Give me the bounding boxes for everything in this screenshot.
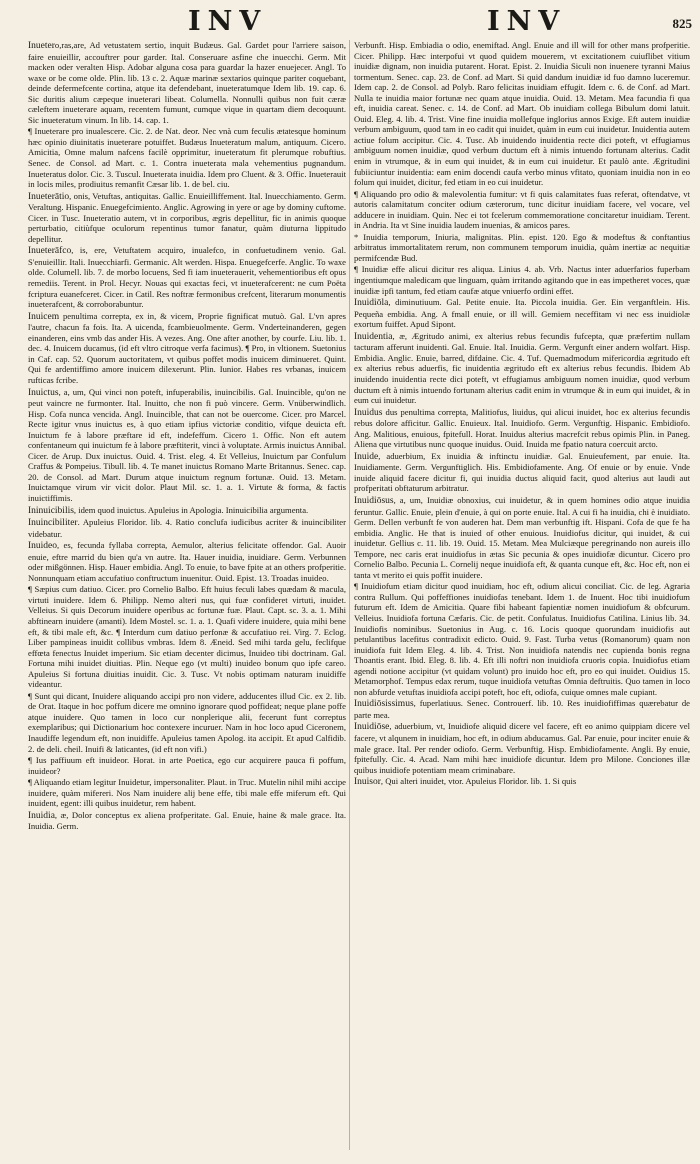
entry-text: ¶ Inuidiæ effe alicui dicitur res aliqua. Linius 4. ab. Vrb. Nactus inter aduerfarios fuperbam ingentiumque maledicam que linguam, quàm irritando agitando que in eas impetheret voces, quæ inuidiæ ipfi tantum, fed etiam caufæ atque vniuerfo ordini effet. <box>354 264 690 296</box>
entry-headword: Inueter <box>28 41 55 51</box>
entry-headword: Inuidiōsus <box>354 495 394 506</box>
dictionary-entry <box>354 232 690 264</box>
page-number: 825 <box>672 16 692 31</box>
entry-text: , onis, Vetuftas, antiquitas. Gallic. Enuieilliffement. Ital. Inuecchiamento. Germ. Veraltung. Hispanic. Enuegefcimiento. Anglic. Agrowing in yere or age by dominy cuftome. Cicer. in Tusc. Inueteratio autem, vt in corporibus, ægris depellitur, fic in animis quoque perturbatio, citiùfque oculorum repentinus tumor fanatur, quàm diuturna lippitudo depellitur. <box>28 190 346 244</box>
entry-text: . Apuleius Floridor. lib. 4. Ratio conclufa iudicibus acriter & inuincibiliter videbatur. <box>28 517 346 539</box>
dictionary-entry <box>354 581 690 697</box>
entry-headword: Inuidiōse <box>354 722 390 733</box>
entry-headword: Inuictus <box>28 387 59 398</box>
entry-text: , es, fecunda fyllaba correpta, Aemulor, alterius felicitate offendor. Gal. Auoir enuie, eftre marrid du bien qu'a vn autre. Ita. Hauer inuidia, inuidiare. Germ. Verbunnen oder mißgönnen. Hisp. Hauer embidia. Angl. To enuie, to bave fpite at an others profperitie. Nonnunquam etiam accufatiuo conftructum inuenitur. Ouid. Epist. 13. Troadas inuideo. <box>28 540 346 583</box>
entry-text: * Inuidia temporum, Iniuria, malignitas. Plin. epist. 120. Ego & modeftus & conftantius arbitratus immortalitatem rerum, non communem temporum inuidia, quàm inertiæ ac nequitiæ permifcendæ Bud. <box>354 231 690 263</box>
dictionary-entry <box>28 191 346 245</box>
dictionary-entry <box>354 721 690 775</box>
dictionary-entry <box>28 540 346 583</box>
entry-headword: Inuidiōsissimus <box>354 699 414 710</box>
entry-headword: Inueterātio <box>28 191 70 202</box>
entry-text: ¶ Ius paffiuum eft inuideor. Horat. in arte Poetica, ego cur acquirere pauca fi poffum, inuideor? <box>28 755 346 776</box>
entry-text: ¶ Sunt qui dicant, Inuidere aliquando accipi pro non videre, adducentes illud Cic. ex 2. lib. de Orat. Itaque in hoc poffum dicere me omnino ignorare quod poffideat; neque plane poffe atque inuidere. Quo tamen in loco cur nonplerique alii, fecerunt funt correptus exemplaribus; qui Dictionarium hoc contexere incuruer. Nam in hoc loco apud Ciceronem, Inaudiffe legendum eft, non inuidiffe. Apuleius tamen Apolog. ita accipit. Et apud Calfidib. 2. de deli. cheil. Inuifi & laticantes, (id eft non vifi.) <box>28 690 346 754</box>
running-header <box>0 4 700 38</box>
header-right-word: INV <box>487 6 567 37</box>
entry-text: , æ, Dolor conceptus ex aliena profperitate. Gal. Enuie, haine & male grace. Ita. Inuidia. Germ. <box>28 809 346 832</box>
entry-headword: Inuicem <box>28 311 60 322</box>
dictionary-entry <box>28 505 346 517</box>
dictionary-entry <box>28 777 346 809</box>
entry-headword: Inuisor <box>354 777 381 788</box>
entry-text: , aduerbium, Ex inuidia & inftinctu inuidiæ. Gal. Enuieufement, par enuie. Ita. Inuidiamente. Germ. Vergunftiglich. His. Embidiofamente. Ang. Of enuie or by enuie. Vnde inuide aliquid facere dicitur fi, qui inuidia ductus aliquid facit, quod alterius aut laudi aut profperitati obftaturum arbitratur. <box>354 450 690 494</box>
dictionary-entry <box>354 189 690 231</box>
entry-text: , aduerbium, vt, Inuidiofe aliquid dicere vel facere, eft eo animo quippiam dicere vel facere, vt alqunem in inuidiam, hoc eft, in odium abducamus. Gal. Par enuie, pour inciter enuie & male grace. Ital. Per render odiofo. Germ. Verbunftig. Hisp. Embidiofamente. Angli. By enuie, fpitefully. Cic. 4. Acad. Nam mihi hæc inuidiofe dicuntur. Idem pro Milone. Conciones illæ quibus inuidiofe potentiam meam criminabare. <box>354 721 690 775</box>
entry-text: ¶ Sæpius cum datiuo. Cicer. pro Cornelio Balbo. Eft huius feculi labes quædam & macula, virtuti inuidere. Idem 6. Philipp. Nemo alteri nus, qui fuæ confideret virtuti, inuidet. Velleius. Si quis Decorum inuidere operibus ac fortunæ fuæ. Plaut. Capt. sc. 3. a. 1. Mihi abftinearn inuidere (amanti). Idem Mostel. sc. 1. a. 1. Quafi videre inuidere, quia mihi bene eft, & tibi male eft, &c. ¶ Interdum cum datiuo perfonæ & accufatiuo rei. Virg. 7. Eclog. Liber pampineas inuidit collibus vmbras. Idem 8. Æneid. Sed mihi tarda gelu, feclifque effœta fenectus Inuidet imperium. Sic etiam decenter dicimus, Inuideo tibi doctrinam. Gal. Fortuna mihi inuidet diuitias. Plin. Neque ego (vt multi) inuideo bonum quo ipfe careo. Apuleius Si fortuna diuitias inuidit. Cic. 3. Tusc. Vt nobis optimam naturam inuidiffe videantur. <box>28 584 346 690</box>
dictionary-entry <box>28 810 346 832</box>
entry-headword: Inuidentia <box>354 331 393 342</box>
entry-text: , Qui alteri inuidet, vtor. Apuleius Floridor. lib. 1. Si quis <box>380 776 577 787</box>
left-column <box>28 40 346 1158</box>
dictionary-entry <box>354 40 690 188</box>
entry-text: ¶ Aliquando pro odio & malevolentia fumitur: vt fi quis calamitates fuas referat, oftendatve, vt autoris calamitatum conciter odium cæterorum, tunc dicitur inuidiam facere, vel vocare, vel adducere in inuidiam. Quin. Nec ei tot fcelerum commemoratione concitaretur inuidiam. Terent. in Andria. Ita vt Sine inuidia laudem inuenias, & amicos pares. <box>354 188 690 231</box>
dictionary-entry <box>354 297 690 330</box>
entry-headword: Inuidus <box>354 407 383 418</box>
dictionary-entry <box>354 776 690 788</box>
entry-text: ¶ Inueterare pro inualescere. Cic. 2. de Nat. deor. Nec vnà cum feculis ætatesque hominum hæc opinio diuinitatis inueterare potuiffet. Budæus Inueteratum malum, antiquum. Cicero. Amicitia, Omne malum nafcens facilè opprimitur, inueteratum fit plerumque robuftius. Senec. de Consol. ad Mart. c. 1. Contra inueterata mala vehementius pugnandum. Inueteratus dolor. Cic. 3. Tuscul. Inueterata inuidia. Idem pro Cluent. & 3. Offic. Inueterauit in locis miles, prodiuitus remanfit Cæsar lib. 1. de bel. ciu. <box>28 126 346 190</box>
entry-text: Verbunft. Hisp. Embiadia o odio, enemiftad. Angl. Enuie and ill will for other mans profperitie. Cicer. Philipp. Hæc interpofui vt quod quidem mouerem, vt excitationem cuiuflibet vitium inuidiæ dignam, non inuidia putarent. Horat. Epist. 2. Inuidia Siculi non inuenere tyranni Maius tormentum. Senec. cap. 23. de Conf. ad Mart. Si quid dandum inuidiæ id fuo damno luceremur. Idem cap. 2. de Consol. ad Polyb. Raro felicitas inuidiam effugit. Idem c. 6. de Conf. ad Mart. Nulla te inuidia maior fortunæ nec quam atque inuidia. Ouid. 13. Metam. Mea facundia fi qua eft, inuidia careat. Senec. c. 14. de Conf. ad Mart. Ob inuidiam collega Bibulum domi latuit. Ouid. Eleg. 4. lib. 4. Trist. Vine fine inuidia mollefque inglorius annos Exige. Eft autem inuidiæ verbum ambiguum, quod tam in eo cadit qui inuidet, quàm in eum cui inuidetur. Inuidentia autem actiue folum accipitur. Cic. 4. Tusc. Ab inuidendo inuidentia recte dici poteft, vt effugiamus ambiguum nomen inuidiæ, quod verbum ductum eft à nimis intuendo fortunam alterius. Cadit enim in vtrumque, & in eum qui inuidet, & in eum cui inuidetur. Et paulò ante. Ægritudini fubiiciuntur inuidentia: eam enim docendi caufa verbo minus vfitato, quoniam inuidia non in eo folum qui inuidet, dicitur, fed etiam in eo cui inuidetur. <box>354 40 690 188</box>
dictionary-entry <box>28 517 346 539</box>
entry-text: dus penultima correpta, Malitiofus, liuidus, qui alicui inuidet, hoc ex alterius fecundis rebus dolore afficitur. Gallic. Enuieux. Ital. Inuidiofo. Germ. Vergunftig. Hispanic. Embidiofo. Ang. Malitious, enuious, fpitefull. Horat. Inuidus alterius macrefcit rebus opimis Plin. in Paneg. Aliena que virtutibus nunc quoque inuidus. Ouid. Inuida me fpatio natura coercuit arcto. <box>354 406 690 450</box>
dictionary-entry <box>28 691 346 754</box>
dictionary-entry <box>354 698 690 720</box>
dictionary-entry <box>28 584 346 689</box>
header-left-word: INV <box>188 6 268 37</box>
entry-text: ¶ Inuidiofum etiam dicitur quod inuidiam, hoc eft, odium alicui conciliat. Cic. de leg. Agraria contra Rullum. Qui poffeffiones inuidiofas tenebant. Idem 1. de Inuent. Hoc tibi inuidiofum futurum eft. Idem de Amicitia. Quare fibi habeant fapientiæ nomen inuidiofum & obfcurum. Velleius. Inuidiofa fortuna Cæfaris. Cic. de petit. Confulatus. Inuidiofus Catilina. Linius lib. 34. Inuidiofis nominibus. Suetonius in Aug. c. 16. Locis quoque quorundam inuidiofis aut petulantibus lacefitus contradixit edicto. Ouid. 9. Fast. Turba vetus (Romanorum) quam non inuidiofa fuit Idem Eleg. 4. lib. 4. Trist. Non inuidiofa natendis nec cupienda bonis regna Thoantis erant. Ibid. Eleg. 8. lib. 4. Eft illi noftri non inuidiofa cruoris copia. Inuidiofus etiam agendi notione accipitur (vt quidam volunt) pro inuido hoc eft, pro eo qui inuidet. Ouidius 15. Metamorphof. Tempus edax rerum, tuque inuidiofa vetuftas Omnia deftruitis. Quo tamen in loco non abfurde vetuftas inuidiofa accipi poteft, hoc eft, odiofa, cuique omnes male cupiant. <box>354 581 690 697</box>
dictionary-entry <box>28 245 346 309</box>
entry-headword: Inuideo <box>28 541 58 552</box>
entry-text: o,ras,are, Ad vetustatem sertio, inquit Budæus. Gal. Gardet pour l'arriere saison, faire enuieillir, accouftrer pour garder. Ital. Conseruare asfine che inuecchi. Germ. Mit macken oder veralten Hisp. Adobar alguna cosa para guardar la hazer enuejecer. Angl. To waxe or be come olde. Plin. lib. 13 c. 2. Aquæ marinæ sextarios quinque pariter coquebant, deinde defermefcente cortina, atque ita defendebant, inueteratumque Idem lib. 19. cap. 6. Sic duritis alium cæpeque inueterari libeat. Columella. Nonnulli quibus non fuit cæræ cæleftem inueterare aquam, recentem fumunt, cumque vique in quartam diem decoquunt. Sic inueteratum vinum. In lib. 14. cap. 1. <box>28 40 346 125</box>
entry-text: , is, ere, Vetuftatem acquiro, inualefco, in confuetudinem venio. Gal. S'enuieillir. Itali. Inuecchiarfi. Germanic. Alt werden. Hispa. Enuegefcerfe. Anglic. To waxe olde. Columell. lib. 7. de morbo locuens, Sed fi iam inueterauerit, vehementioribus eft opus remediis. Terent. in Prol. Hecyr. Nouas qui exactas feci, vt inueterafcerent: ne cum Poëta fcriptura euanefceret. Cicer. in Catil. Res noftræ fermonibus crefcent, literarum monumentis inueterafcent, & corroborabuntur. <box>28 245 346 310</box>
entry-headword: Inuidia <box>28 810 55 821</box>
entry-headword: Inuincibiliter <box>28 518 78 529</box>
entry-text: , æ, Ægritudo animi, ex alterius rebus fecundis fufcepta, quæ præfertim nullam tacturam afferunt inuidenti. Gal. Enuie. Ital. Inuidia. Germ. Vergunft einer andern wolfart. Hisp. Embidia. Anglic. Enuie, barred, difdaine. Cic. 4. Tuf. Quemadmodum mifericordia ægritudo eft ex alterius rebus aduerfis, fic inuidentia ægritudo eft ex alterius rebus fecundis. Ibidem Ab inuidendo inuidentia recte dici poteft, vt effugiamus ambiguum nomen inuidiæ, quod verbum ductum eft à nimis intuendo fortunam alterius cadit enim in vtrumque & in eum qui inuidet, & in eum cui inuidetur. <box>354 330 690 406</box>
entry-text: , fuperlatiuus. Senec. Controuerf. lib. 10. Res inuidiofiffimas quærebatur de parte mea. <box>354 698 690 720</box>
dictionary-entry <box>354 331 690 406</box>
entry-text: , idem quod inuictus. Apuleius in Apologia. Ininuicibilia argumenta. <box>73 504 309 515</box>
dictionary-entry <box>28 126 346 189</box>
entry-text: ¶ Aliquando etiam legitur Inuidetur, impersonaliter. Plaut. in Truc. Mutelin nihil mihi accipe inuidere, quàm mifereri. Nos Nam inuidere alij bene effe, tibi male effe miferum eft. Qui inuident, egent: illi quibus inuidetur, rem habent. <box>28 777 346 809</box>
entry-headword: Inuidiōla <box>354 298 389 309</box>
entry-text: penultima correpta, ex in, & vicem, Proprie fignificat mutuò. Gal. L'vn apres l'autre, chacun fa fois. Ita. A uicenda, fcambieuolmente. Germ. Vnderteinanderen, gegen einanderen, eins vmb das ander His. A vezes. Ang. One after another, by courfe. Liu. lib. 1. dec. 4. Inuicem ducamus, (id eft vltro citroque verfa facimus). ¶ Pro, in vltionem. Suetonius in Caf. cap. 52. Quorum auctoritatem, vt quibus poffet modis inuicem diminueret. Quint. Qui fe ardentiffimo amore inuicem dilexerunt. Plin. Iunior. Habes res vrbanas, inuicem rufticas fcribe. <box>28 310 346 385</box>
column-divider <box>349 40 350 1150</box>
dictionary-entry <box>28 755 346 776</box>
entry-text: , a, um, Qui vinci non poteft, infuperabilis, inuincibilis. Gal. Inuincible, qu'on ne peut vaincre ne furmonter. Ital. Inuitto, che non fi può vincere. Germ. Vnüberwindlich. Hisp. Cofa nunca vencida. Angl. Inuincible, that can not be ouercome. Cicer. pro Marcel. Recte igitur vnus inuictus es, à quo etiam ipfius victoriæ conditio, vifque deuicta eft. Inuictum fe à labore præftare id eft, indefeffum. Cicero 1. Offic. Non eft autem confentaneum qui inuictum fe à labore præftiterit, vinci à voluptate. Armis inuictus Annibal. Cicer. de Arup. Dux inuictus. Ouid. 4. Trist. eleg. 4. Et Velleius, Inuictum par Confulum Craffus & Pompeius. Tibull. lib. 4. Te manet inuictus Romano Marte Britannus. Senec. cap. 20. de Consol. ad Mart. Durum atque inuictum regnum fortunæ. Ouid. 13. Metam. Inuictamque virum vir vicit dolor. Plaut Mil. sc. 1. a. 1. Virtute & forma, & factis inuictiffimis. <box>28 386 346 503</box>
dictionary-entry <box>354 407 690 450</box>
entry-headword: Inuide <box>354 451 379 462</box>
entry-text: , a, um, Inuidiæ obnoxius, cui inuidetur, & in quem homines odio atque inuidia feruntur. Gallic. Enuie, plein d'enuie, à qui on porte enuie. Ital. A cui fi ha inuidia, chi è inuidiato. Germ. Dellen verbunft fe von auderen hat. Dem man verbunftig ift. Hispani. Cofa de que fe ha embidia. Anglic. He that is inuied of other enuious. Inuidiofus dicitur, qui inuidet, & cui inuidetur. Gellius c. 11. lib. 19. Ouid. 15. Metam. Mea Mulciæque peregrinando non aureis illo Tempore, nec caris erat inuidiofus in ætas Sic pecunia & opes inuidiofæ dicuntur. Cicero pro Cornelio Balbo. Pecunia L. Cornelij neque inuidiofa eft, & quanta cunque eft, &c. Hoc eft, non ei tanta vt merito ei quis poffit inuidere. <box>354 494 690 580</box>
entry-text: , diminutiuum. Gal. Petite enuie. Ita. Piccola inuidia. Ger. Ein verganftlein. His. Pequeña embidia. Ang. A fmall enuie, or ill will. Gemiem neceffitam vi nec ess inuidiolæ exortum fuiffet. Apud Sipont. <box>354 297 690 330</box>
dictionary-entry <box>354 264 690 296</box>
entry-headword: Inueterāfco <box>28 246 72 257</box>
entry-headword: Ininuicibilis <box>28 505 74 516</box>
right-column <box>354 40 690 1158</box>
dictionary-entry <box>28 387 346 504</box>
dictionary-entry <box>28 40 346 125</box>
dictionary-entry <box>354 495 690 580</box>
dictionary-entry <box>28 311 346 386</box>
dictionary-entry <box>354 451 690 494</box>
